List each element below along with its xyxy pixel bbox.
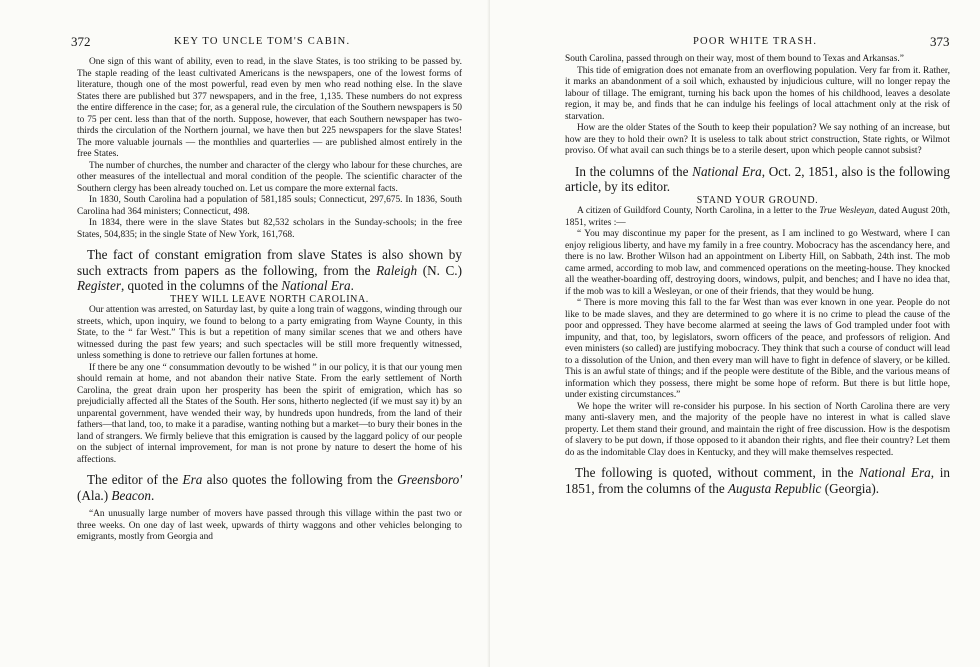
left-column [77,57,462,544]
page-number-right: 373 [930,34,950,49]
page-number-left: 372 [71,34,91,49]
beacon-quote: “An unusually large number of movers have passed through this village within the past two or three weeks. On one day of last week, upwards of thirty waggons and other vehicles belonging to emigrants, mostly from Georgia and [77,509,462,542]
emigration-intro: The fact of constant emigration from slave States is also shown by such extracts from papers as the following, from the Raleigh (N. C.) Register, quoted in the columns of the National Era. [77,247,462,293]
article-heading-stand-your-ground: STAND YOUR GROUND. [696,194,819,206]
letter-paragraph: We hope the writer will re-consider his purpose. In his section of North Carolina there are very many anti-slavery men, and the majority of the people have no interest in what is called slave property. Let them stand their ground, and maintain the right of free discussion. How is the despotism of slavery to be put down, if those opposed to it abandon their rights, and flee their country? Let them do as the indomitable Clay does in Kentucky, and they will make themselves respected. [565,401,950,458]
editor-intro: The editor of the Era also quotes the following from the Greensboro' (Ala.) Beacon. [77,472,463,503]
running-head-left: KEY TO UNCLE TOM'S CABIN. [174,36,351,47]
statistics-paragraph: The number of churches, the number and character of the clergy who labour for these churches, are other measures of the intellectual and moral condition of the people. The scientific character of the Southern clergy has been already touched on. Let us compare the more external facts. [77,160,462,194]
article-paragraph: This tide of emigration does not emanate from an overflowing population. Very far from it. Rather, it marks an abandonment of a soil which, exhausted by injudicious culture, will no longer repay the labour of tillage. The emigrant, turning his back upon the homes of his childhood, leaves a desolate region, it may be, and finds that he can indulge his feelings of local attachment only at the risk of starvation. [565,65,950,122]
letter-paragraph: “ There is more moving this fall to the far West than was ever known in one year. People do not like to be made slaves, and they are determined to go where it is no crime to plead the cause of the poor and oppressed. They have become alarmed at seeing the laws of God trampled under foot with impunity, and that, too, by legislators, sworn officers of the peace, and professors of religion. And even ministers (so called) are justifying mobocracy. They think that such a course of conduct will lead to a dissolution of the Union, and then every man will have to fight in defence of slavery, or be killed. This is an awful state of things; and if the people were destitute of the Bible, and the various means of information which they possess, there might be some hope of reform. But there is but little hope, under existing circumstances.” [565,298,950,400]
continuation-text: South Carolina, passed through on their way, most of them bound to Texas and Arkansas.” [565,54,904,64]
statistics-paragraph: In 1834, there were in the slave States but 82,532 scholars in the Sunday-schools; in the free States, 504,835; in the single State of New York, 161,768. [77,218,462,240]
right-page [490,0,980,667]
article-paragraph: How are the older States of the South to keep their population? We say nothing of an increase, but how are they to hold their own? It is useless to talk about strict construction, State rights, or Wilmot proviso. Of what avail can such things be to a sterile desert, upon which people cannot subsist? [565,123,950,156]
letter-paragraph: “ You may discontinue my paper for the present, as I am inclined to go Westward, where I can enjoy religious liberty, and have my family in a free country. Mobocracy has the ascendancy here, and there is no law. Brother Wilson had an appointment on Liberty Hill, on Sabbath, 24th inst. The mob came armed, according to mob law, and commenced operations on the meeting-house. They knocked all the weather-boarding off, destroying doors, windows, pulpit, and benches; and I have no idea that, if the mob was to kill a Wesleyan, or one of their friends, that they would be hung. [565,229,950,297]
augusta-intro: The following is quoted, without comment, in the National Era, in 1851, from the columns of the Augusta Republic (Georgia). [565,465,951,496]
statistics-paragraph: One sign of this want of ability, even to read, in the slave States, is too striking to be passed by. The staple reading of the least cultivated Americans is the newspapers, one of the lowest forms of literature, though one of the most powerful, read even by men who read nothing else. In the slave States there are published but 377 newspapers, and in the free, 1,135. These numbers do not express the entire difference in the case; for, as a general rule, the circulation of the Southern newspapers is 50 to 75 per cent. less than that of the north. Suppose, however, that each Southern newspaper has two-thirds the circulation of the Northern journal, we have then but 225 newspapers for the slave States! The more valuable journals — the monthlies and quarterlies — are published almost entirely in the free States. [77,57,462,159]
article-paragraph: Our attention was arrested, on Saturday last, by quite a long train of waggons, winding through our streets, which, upon inquiry, we found to belong to a party emigrating from Wayne County, in this State, to the “ far West.” This is but a repetition of many similar scenes that we and others have witnessed during the past few years; and such spectacles will be still more frequently witnessed, unless something is done to retrieve our fallen fortunes at home. [77,305,462,361]
running-head-right: POOR WHITE TRASH. [693,36,818,47]
article-heading-north-carolina: THEY WILL LEAVE NORTH CAROLINA. [170,293,369,305]
statistics-paragraph: In 1830, South Carolina had a population of 581,185 souls; Connecticut, 297,675. In 1836, South Carolina had 364 ministers; Connecticut, 498. [77,195,462,217]
right-column [565,54,950,496]
national-era-intro: In the columns of the National Era, Oct. 2, 1851, also is the following article, by its editor. [565,163,950,194]
citizen-intro: A citizen of Guildford County, North Carolina, in a letter to the True Wesleyan, dated August 20th, 1851, writes :— [565,206,950,228]
article-paragraph: If there be any one “ consummation devoutly to be wished ” in our policy, it is that our young men should remain at home, and not abandon their native State. From the early settlement of North Carolina, the great drain upon her prosperity has been the spirit of emigration, which has so prejudicially affected all the States of the South. Her sons, hitherto neglected (if we must say it) by an unparental government, have wended their way, by hundreds upon hundreds, from the land of their fathers—that land, too, to make it a paradise, wanting nothing but a market—to bury their bones in the land of strangers. We firmly believe that this emigration is caused by the laggard policy of our people on the subject of internal improvement, for man is not prone by nature to desert the home of his affections. [77,362,462,465]
